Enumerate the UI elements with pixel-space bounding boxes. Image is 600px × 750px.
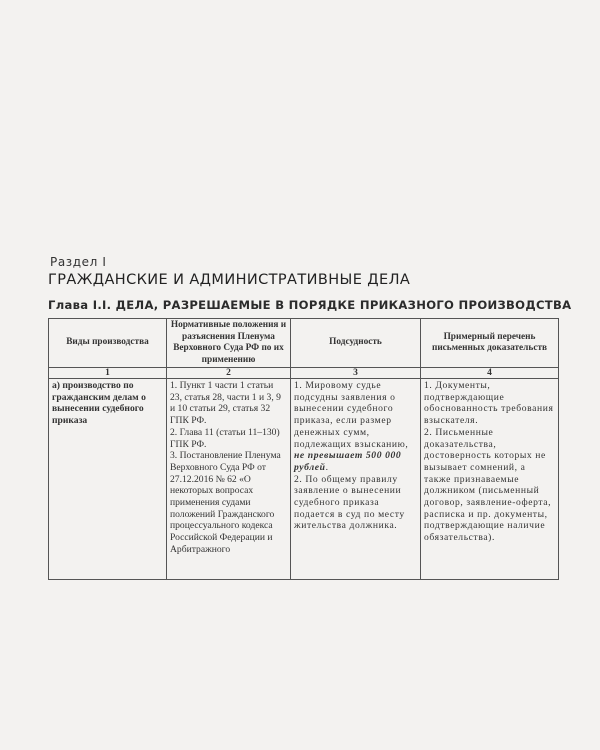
table-row <box>49 379 559 580</box>
column-number: 2 <box>167 368 291 379</box>
section-title: ГРАЖДАНСКИЕ И АДМИНИСТРАТИВНЫЕ ДЕЛА <box>48 272 411 288</box>
jurisdiction-text-continued: . 2. По общему правилу заявление о вынесении судебного приказа подается в суд по месту жительства должника. <box>294 461 405 532</box>
regulations-cell <box>167 379 291 580</box>
regulations-text: 1. Пункт 1 части 1 статьи 23, статья 28, части 1 и 3, 9 и 10 статьи 29, статья 32 ГПК РФ. 2. Глава 11 (статьи 11–130) ГПК РФ. 3. Постановление Пленума Верховного Суда РФ от 27.12.2016 № 62 «О некоторых вопросах применения судами положений Гражданского процессуального кодекса Российской Федерации и Арбитражного <box>170 380 281 555</box>
evidence-cell <box>421 379 559 580</box>
column-number: 4 <box>421 368 559 379</box>
header-evidence-list: Примерный перечень письменных доказательств <box>421 319 559 368</box>
header-regulations: Нормативные положения и разъяснения Пленума Верховного Суда РФ по их применению <box>167 319 291 368</box>
header-jurisdiction: Подсудность <box>291 319 421 368</box>
column-number: 3 <box>291 368 421 379</box>
jurisdiction-text: 1. Мировому судье подсудны заявления о вынесении судебного приказа, если размер денежных сумм, подлежащих взысканию, <box>294 380 409 450</box>
column-number: 1 <box>49 368 167 379</box>
column-number-row <box>49 368 559 379</box>
section-label: Раздел I <box>50 255 107 269</box>
header-proceeding-type: Виды производства <box>49 319 167 368</box>
proceedings-table <box>48 318 559 580</box>
chapter-title: Глава I.I. ДЕЛА, РАЗРЕШАЕМЫЕ В ПОРЯДКЕ ПРИКАЗНОГО ПРОИЗВОДСТВА <box>48 298 572 312</box>
proceeding-type-text: а) производство по гражданским делам о вынесении судебного приказа <box>52 380 146 427</box>
proceeding-type-cell <box>49 379 167 580</box>
table-header-row <box>49 319 559 368</box>
evidence-text: 1. Документы, подтверждающие обоснованность требования взыскателя. 2. Письменные доказательства, достоверность которых не вызывает сомнений, а также признаваемые должником (письменный договор, заявление-оферта, расписка и пр. документы, подтверждающие наличие обязательства). <box>424 380 554 544</box>
jurisdiction-emphasis: не превышает 500 000 рублей <box>294 450 402 473</box>
jurisdiction-cell <box>291 379 421 580</box>
